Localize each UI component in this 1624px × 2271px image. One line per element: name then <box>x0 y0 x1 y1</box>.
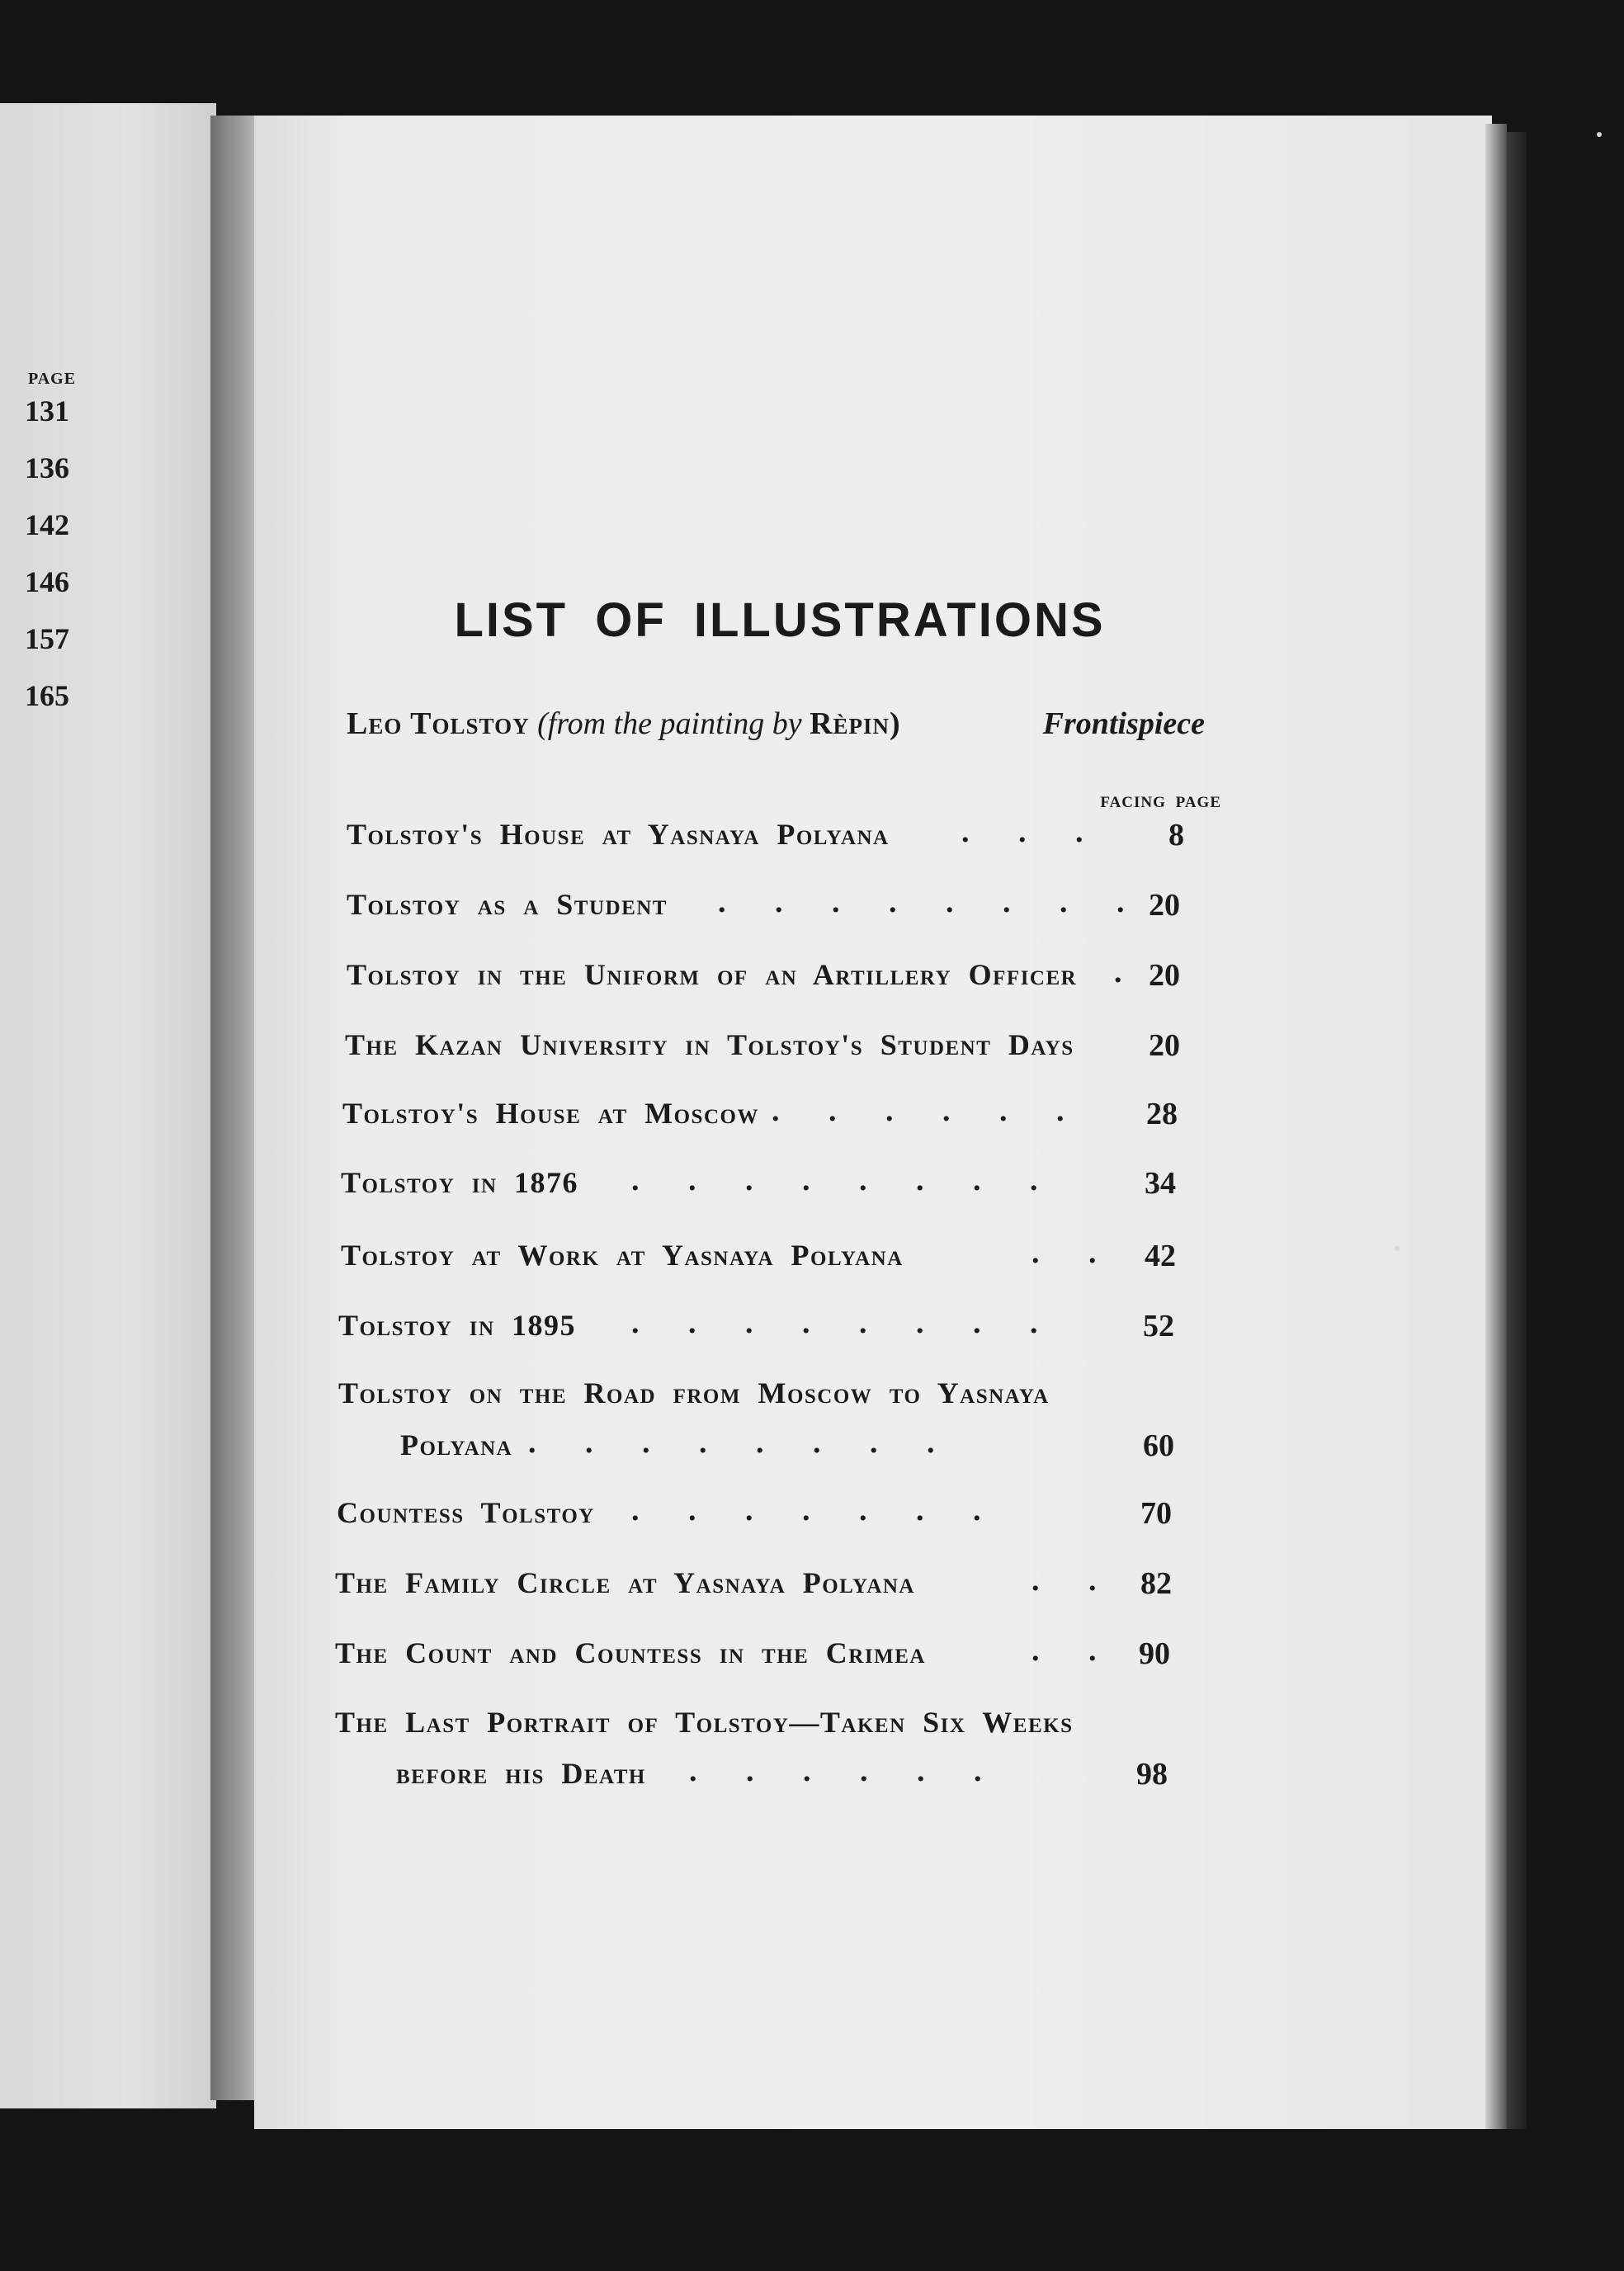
book-gutter <box>210 116 258 2100</box>
previous-page-number: 146 <box>25 565 69 598</box>
previous-page-number: 136 <box>25 451 69 484</box>
frontispiece-name: Leo Tolstoy <box>347 706 530 741</box>
illustration-title: The Kazan University in Tolstoy's Student Days <box>345 1028 1074 1061</box>
page-edge <box>1485 124 1507 2129</box>
frontispiece-entry <box>347 706 1205 755</box>
illustration-title: The Family Circle at Yasnaya Polyana <box>335 1566 915 1599</box>
illustration-page-number: 28 <box>1146 1097 1178 1131</box>
illustration-page-number: 98 <box>1136 1757 1168 1792</box>
illustration-title: Tolstoy in the Uniform of an Artillery Officer <box>347 958 1078 991</box>
dust-speck <box>1395 1246 1400 1251</box>
illustration-title-continued: Polyana <box>400 1428 513 1461</box>
dot-leader: . . . . . . <box>772 1093 1066 1128</box>
illustration-title-continued: before his Death <box>396 1757 646 1790</box>
illustration-title: Tolstoy's House at Moscow <box>342 1097 759 1130</box>
illustration-page-number: 20 <box>1149 1028 1180 1063</box>
previous-page-header: PAGE <box>28 370 77 388</box>
dot-leader: . . . . . . . . <box>528 1425 937 1460</box>
illustration-title: Tolstoy on the Road from Moscow to Yasnaya <box>338 1376 1050 1409</box>
illustration-page-number: 20 <box>1149 888 1180 923</box>
illustration-title: The Last Portrait of Tolstoy—Taken Six Weeks <box>335 1706 1074 1739</box>
previous-page-number: 142 <box>25 508 69 541</box>
illustration-title: Tolstoy's House at Yasnaya Polyana <box>347 818 890 851</box>
dot-leader: . . <box>1032 1235 1098 1270</box>
illustration-page-number: 34 <box>1145 1166 1176 1201</box>
previous-page-number: 131 <box>25 394 69 427</box>
dust-speck <box>1597 132 1602 137</box>
previous-page-numbers <box>25 370 99 732</box>
dot-leader: . <box>1114 955 1124 989</box>
page-edge-shadow <box>1507 132 1527 2129</box>
illustration-title: Countess Tolstoy <box>337 1496 595 1529</box>
page-title: LIST OF ILLUSTRATIONS <box>454 593 1106 647</box>
illustration-page-number: 42 <box>1145 1239 1176 1273</box>
frontispiece-note: (from the painting by <box>537 706 802 741</box>
dot-leader: . . <box>1032 1633 1098 1668</box>
illustration-title: Tolstoy in 1876 <box>341 1166 579 1199</box>
frontispiece-painter: Rèpin) <box>810 706 901 741</box>
illustration-page-number: 90 <box>1139 1636 1170 1671</box>
previous-page-number: 165 <box>25 679 69 712</box>
illustration-page-number: 52 <box>1143 1309 1174 1343</box>
dot-leader: . . <box>1032 1563 1098 1598</box>
illustration-page-number: 60 <box>1143 1428 1174 1463</box>
illustration-title: Tolstoy in 1895 <box>338 1309 577 1342</box>
dot-leader: . . . . . . . . <box>718 885 1126 919</box>
illustration-title: The Count and Countess in the Crimea <box>335 1636 926 1669</box>
illustration-page-number: 8 <box>1168 818 1184 852</box>
facing-page-header: FACING PAGE <box>1100 794 1221 811</box>
dot-leader: . . . . . . . <box>631 1493 983 1527</box>
illustration-page-number: 70 <box>1140 1496 1172 1531</box>
dot-leader: . . . . . . <box>689 1754 984 1788</box>
illustration-title: Tolstoy as a Student <box>347 888 668 921</box>
illustration-page-number: 82 <box>1140 1566 1172 1601</box>
previous-page-number: 157 <box>25 622 69 655</box>
illustration-title: Tolstoy at Work at Yasnaya Polyana <box>341 1239 904 1272</box>
dot-leader: . . . <box>961 814 1085 849</box>
dot-leader: . . . . . . . . <box>631 1305 1040 1340</box>
dot-leader: . . . . . . . . <box>631 1163 1040 1197</box>
frontispiece-label: Frontispiece <box>1042 706 1205 741</box>
illustration-page-number: 20 <box>1149 958 1180 993</box>
